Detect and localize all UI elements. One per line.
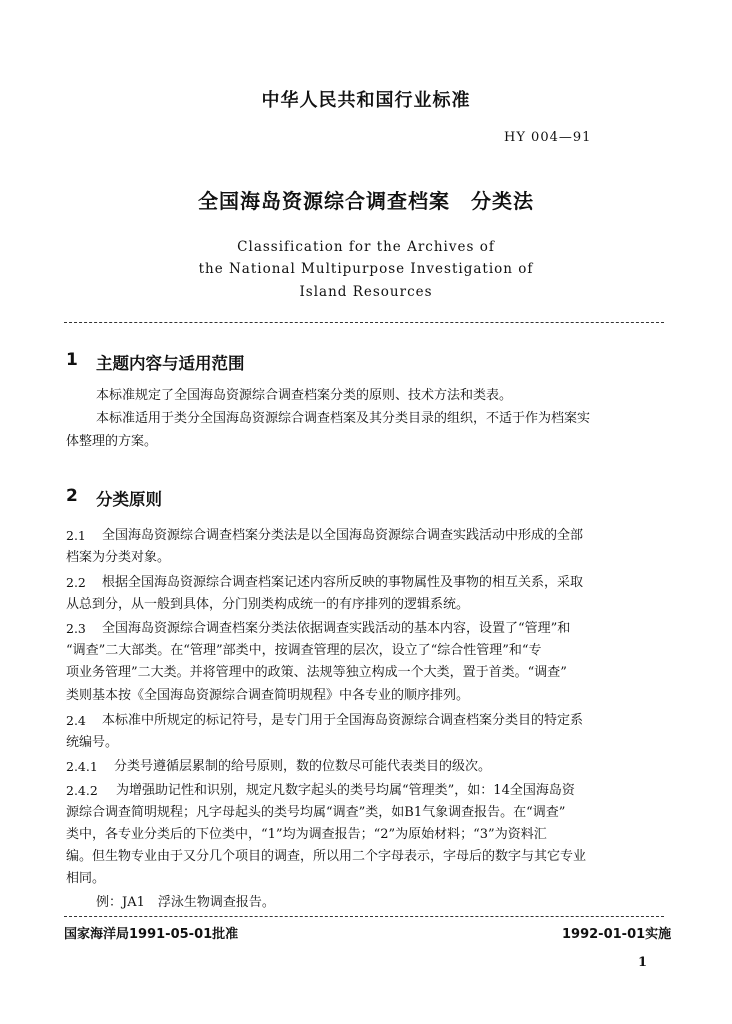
header-divider	[64, 322, 664, 323]
issuing-authority: 中华人民共和国行业标准	[261, 90, 471, 111]
paragraph-line: “调查”二大部类。在“管理”部类中，按调查管理的层次，设立了“综合性管理”和“专	[66, 643, 542, 658]
footer-divider	[64, 916, 664, 917]
document-title-english-line: Island Resources	[299, 284, 433, 300]
section-heading: 分类原则	[96, 490, 162, 509]
paragraph-line: 本标准适用于类分全国海岛资源综合调查档案及其分类目录的组织，不适于作为档案实	[96, 411, 591, 426]
paragraph-line: 全国海岛资源综合调查档案分类法是以全国海岛资源综合调查实践活动中形成的全部	[102, 528, 584, 543]
clause-number: 2.4.2	[66, 783, 98, 798]
paragraph-line: 编。但生物专业由于又分几个项目的调查，所以用二个字母表示，字母后的数字与其它专业	[66, 849, 587, 864]
clause-number: 2.1	[66, 528, 86, 543]
effective-date: 1992-01-01实施	[562, 927, 672, 942]
clause-number: 2.4	[66, 713, 86, 728]
section-number: 1	[66, 350, 78, 370]
paragraph-line: 项业务管理”二大类。并将管理中的政策、法规等独立构成一个大类，置于首类。“调查”	[66, 665, 567, 680]
section-heading: 主题内容与适用范围	[96, 354, 245, 373]
paragraph-line: 本标准中所规定的标记符号，是专门用于全国海岛资源综合调查档案分类目的特定系	[102, 713, 584, 728]
section-number: 2	[66, 486, 78, 506]
clause-number: 2.2	[66, 575, 86, 590]
paragraph-line: 类则基本按《全国海岛资源综合调查简明规程》中各专业的顺序排列。	[66, 688, 470, 703]
paragraph-line: 分类号遵循层累制的给号原则，数的位数尽可能代表类目的级次。	[114, 759, 492, 774]
page-number: 1	[638, 955, 648, 970]
paragraph-line: 根据全国海岛资源综合调查档案记述内容所反映的事物属性及事物的相互关系，采取	[102, 575, 584, 590]
paragraph-line: 本标准规定了全国海岛资源综合调查档案分类的原则、技术方法和类表。	[96, 388, 513, 403]
paragraph-line: 相同。	[66, 871, 106, 886]
document-title-english-line: the National Multipurpose Investigation of	[198, 261, 534, 277]
paragraph-line: 档案为分类对象。	[66, 550, 171, 565]
paragraph-line: 全国海岛资源综合调查档案分类法依据调查实践活动的基本内容，设置了“管理”和	[102, 621, 571, 636]
paragraph-line: 体整理的方案。	[66, 434, 158, 449]
clause-number: 2.4.1	[66, 759, 98, 774]
paragraph-line: 为增强助记性和识别，规定凡数字起头的类号均属“管理类”，如：14全国海岛资	[116, 783, 575, 798]
paragraph-line: 类中，各专业分类后的下位类中，“1”均为调查报告；“2”为原始材料；“3”为资料汇	[66, 827, 547, 842]
clause-number: 2.3	[66, 621, 86, 636]
approval-date: 国家海洋局1991-05-01批准	[64, 927, 239, 942]
paragraph-line: 源综合调查简明规程；凡字母起头的类号均属“调查”类，如B1气象调查报告。在“调查”	[66, 805, 566, 820]
paragraph-line: 从总到分，从一般到具体，分门别类构成统一的有序排列的逻辑系统。	[66, 597, 470, 612]
paragraph-line: 统编号。	[66, 735, 119, 750]
standard-code: HY 004—91	[504, 130, 592, 145]
document-title-english-line: Classification for the Archives of	[237, 239, 495, 255]
example-line: 例：JA1 浮泳生物调查报告。	[96, 895, 275, 910]
document-title-chinese: 全国海岛资源综合调查档案 分类法	[198, 189, 534, 213]
